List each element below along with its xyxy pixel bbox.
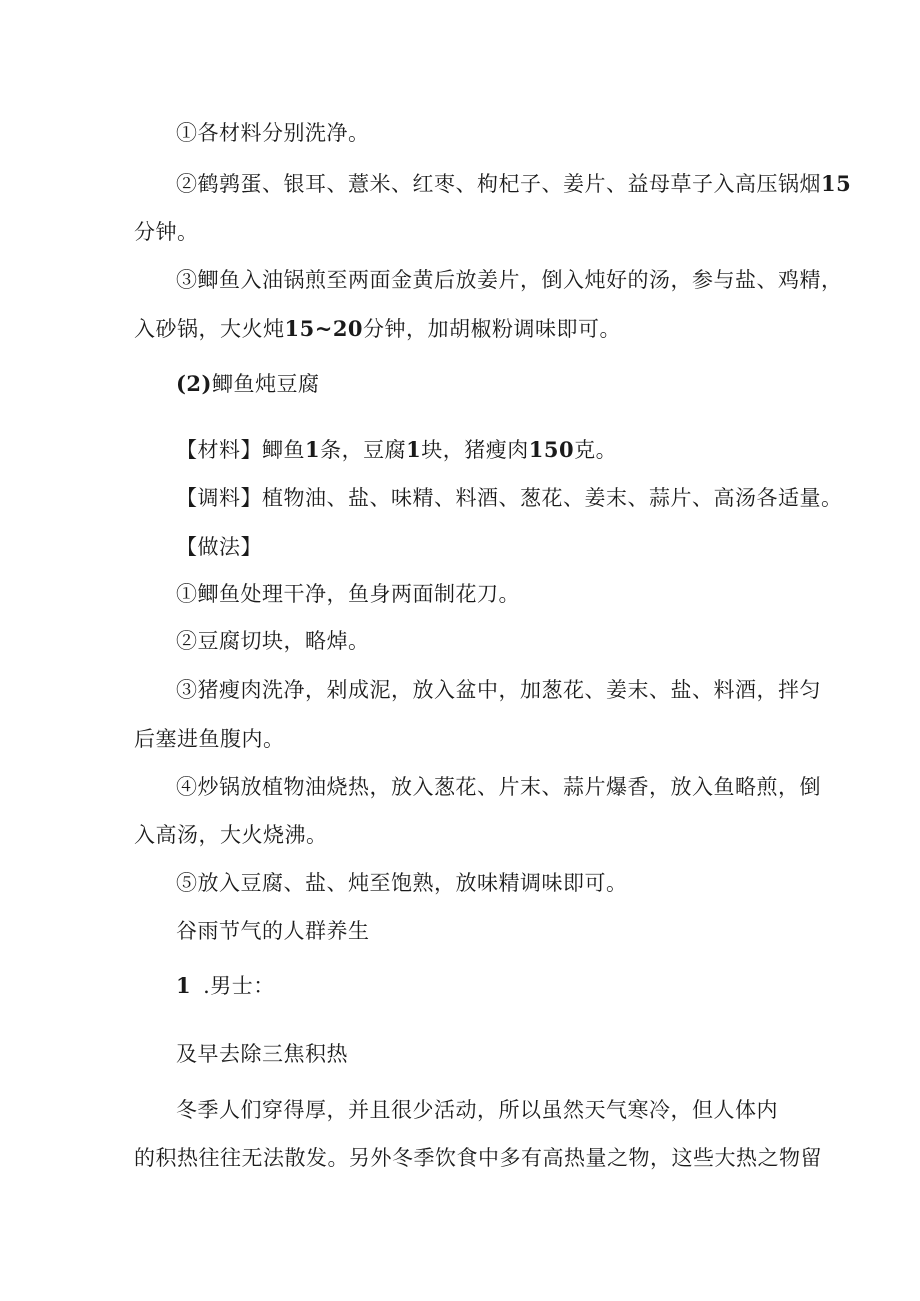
step-3-line-b <box>134 316 621 342</box>
step-3-line-a <box>176 267 843 293</box>
method-step-1 <box>176 581 520 607</box>
paragraph-line-b <box>134 1145 822 1171</box>
text: 谷雨节气的人群养生 <box>176 919 370 943</box>
text: 及早去除三焦积热 <box>176 1042 348 1066</box>
text: 【材料】鲫鱼 <box>176 438 305 462</box>
text: 分钟，加胡椒粉调味即可。 <box>363 317 622 341</box>
heading-number: (2) <box>176 371 212 396</box>
text: 分钟。 <box>134 220 199 244</box>
text: ④炒锅放植物油烧热，放入葱花、片末、蒜片爆香，放入鱼略煎，倒 <box>176 775 821 799</box>
section-heading <box>176 918 370 944</box>
method-heading <box>176 534 262 560</box>
recipe-2-heading <box>176 371 319 397</box>
paragraph-line-a <box>176 1097 778 1123</box>
text: ①各材料分别洗净。 <box>176 121 370 145</box>
subsection-men <box>176 973 275 999</box>
text: 的积热往往无法散发。另外冬季饮食中多有高热量之物，这些大热之物留 <box>134 1146 822 1170</box>
number: 150 <box>528 437 575 462</box>
heading-text: 鲫鱼炖豆腐 <box>211 372 320 396</box>
method-step-4-b <box>134 822 328 848</box>
text: ③猪瘦肉洗净，剁成泥，放入盆中，加葱花、姜末、盐、料酒，拌匀 <box>176 678 821 702</box>
text: 【做法】 <box>176 535 262 559</box>
number: 15 <box>821 171 852 196</box>
text: 冬季人们穿得厚，并且很少活动，所以虽然天气寒冷，但人体内 <box>176 1098 778 1122</box>
text: 条，豆腐 <box>320 438 407 462</box>
text: ②豆腐切块，略焯。 <box>176 629 370 653</box>
topic-heading <box>176 1041 348 1067</box>
number: 15~20 <box>284 316 364 341</box>
text: ①鲫鱼处理干净，鱼身两面制花刀。 <box>176 582 520 606</box>
method-step-4-a <box>176 774 821 800</box>
method-step-5 <box>176 870 628 896</box>
text: 后塞进鱼腹内。 <box>134 727 285 751</box>
text: 克。 <box>574 438 618 462</box>
number: 1 <box>305 437 321 462</box>
step-2-line-b <box>134 219 199 245</box>
text: .男士： <box>203 974 275 998</box>
text: ⑤放入豆腐、盐、炖至饱熟，放味精调味即可。 <box>176 871 628 895</box>
step-2-line-a <box>176 171 851 197</box>
step-1-line <box>176 120 370 146</box>
seasoning-line <box>176 485 843 511</box>
method-step-2 <box>176 628 370 654</box>
text: 入砂锅，大火炖 <box>134 317 285 341</box>
text: 【调料】植物油、盐、味精、料酒、葱花、姜末、蒜片、高汤各适量。 <box>176 486 843 510</box>
number: 1 <box>406 437 422 462</box>
number: 1 <box>176 973 192 998</box>
text: 入高汤，大火烧沸。 <box>134 823 328 847</box>
text: 块，猪瘦肉 <box>421 438 529 462</box>
materials-line <box>176 437 617 463</box>
text: ③鲫鱼入油锅煎至两面金黄后放姜片，倒入炖好的汤，参与盐、鸡精， <box>176 268 843 292</box>
method-step-3-a <box>176 677 821 703</box>
text: ②鹤鹑蛋、银耳、薏米、红枣、枸杞子、姜片、益母草子入高压锅烟 <box>176 172 821 196</box>
method-step-3-b <box>134 726 285 752</box>
